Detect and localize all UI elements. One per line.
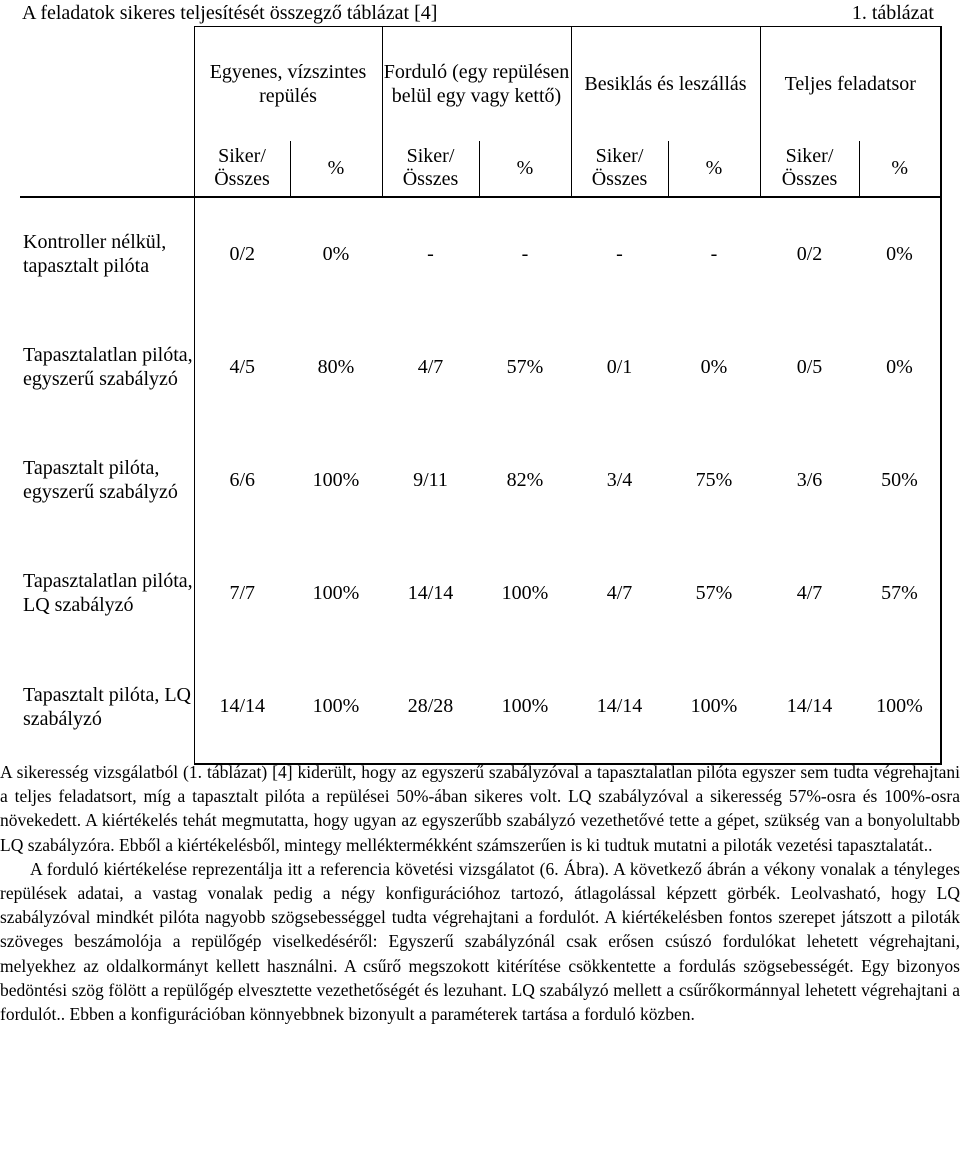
cell-1-7: 0% <box>859 311 941 424</box>
cell-2-1: 100% <box>312 468 360 491</box>
table-caption <box>0 0 960 26</box>
cell-4-3: 100% <box>479 650 571 764</box>
row-label-2: Tapasztalt pilóta, egyszerű szabályzó <box>23 457 178 503</box>
cell-1-3: 57% <box>506 355 544 378</box>
row-label-0: Kontroller nélkül, tapasztalt pilóta <box>23 231 167 277</box>
cell-2-4: 3/4 <box>606 468 633 491</box>
row-label-1: Tapasztalatlan pilóta, egyszerű szabályzó <box>23 344 193 390</box>
cell-4-1: 100% <box>290 650 382 764</box>
cell-3-3: 100% <box>501 581 549 604</box>
table-row <box>20 537 941 650</box>
header-sub-0: Siker/ Összes <box>194 141 290 197</box>
cell-2-7: 50% <box>859 424 941 537</box>
cell-3-6: 4/7 <box>796 581 823 604</box>
table-row <box>20 650 941 764</box>
cell-3-0: 7/7 <box>194 537 290 650</box>
header-sub-7: % <box>859 141 941 197</box>
cell-0-6: 0/2 <box>796 242 823 265</box>
cell-0-0: 0/2 <box>194 197 290 311</box>
cell-3-4: 4/7 <box>606 581 633 604</box>
cell-1-6: 0/5 <box>796 355 823 378</box>
cell-1-4: 0/1 <box>606 355 633 378</box>
cell-0-1: 0% <box>322 242 350 265</box>
cell-1-1: 80% <box>317 355 355 378</box>
header-sub-3: % <box>479 141 571 197</box>
cell-4-5: 100% <box>668 650 760 764</box>
row-label-4: Tapasztalt pilóta, LQ szabályzó <box>23 683 191 730</box>
row-label-3: Tapasztalatlan pilóta, LQ szabályzó <box>23 570 193 616</box>
paragraph-results: A sikeresség vizsgálatból (1. táblázat) [4] kiderült, hogy az egyszerű szabályzóval a tapasztalatlan pilóta egyszer sem tudta végrehajtani a teljes feladatsort, míg a tapasztalt pilóta a repülései 50%-ában sikeres volt. LQ szabályzóval a sikeresség 57%-osra és 100%-osra növekedett. A kiértékelés tehát megmutatta, hogy ugyan az egyszerűbb szabályzó vezethetővé tette a gépet, szükség van a bonyolultabb LQ szabályzóra. Ebből a kiértékelésből, mintegy melléktermékként számszerűen is ki tudtuk mutatni a piloták vezetési tapasztalatát.. <box>0 762 960 855</box>
cell-2-6: 3/6 <box>796 468 823 491</box>
table-row <box>20 424 941 537</box>
cell-4-0: 14/14 <box>194 650 290 764</box>
table-number: 1. táblázat <box>851 2 934 24</box>
cell-2-0: 6/6 <box>194 424 290 537</box>
cell-2-2: 9/11 <box>413 468 448 491</box>
results-table <box>20 26 942 765</box>
cell-0-5: - <box>710 242 718 265</box>
cell-4-2: 28/28 <box>382 650 479 764</box>
header-sub-4: Siker/ Összes <box>571 141 668 197</box>
paragraph-turn-evaluation: A forduló kiértékelése reprezentálja itt a referencia követési vizsgálatot (6. Ábra). A következő ábrán a vékony vonalak a tényleges repülések adatai, a vastag vonalak pedig a négy konfigurációhoz tartozó, átlagolással képzett görbék. Leolvasható, hogy LQ szabályzóval mindkét pilóta nagyobb szögsebességgel tudta végrehajtani a fordulót. A kiértékelésben fontos szerepet játszott a piloták szöveges beszámolója a repülőgép viselkedéséről: Egyszerű szabályzónál csak erősen csúszó fordulókat lehetett végrehajtani, melyekhez az oldalkormányt kellett használni. A csűrő megszokott kitérítése csökkentette a fordulás szögsebességét. Egy bizonyos bedöntési szög fölött a repülőgép elvesztette vezethetőségét és lezuhant. LQ szabályzó mellett a csűrőkormánnyal lehetett végrehajtani a fordulót.. Ebben a konfigurációban könnyebbnek bizonyult a paraméterek tartása a forduló közben. <box>0 858 960 1025</box>
cell-3-7: 57% <box>859 537 941 650</box>
cell-2-5: 75% <box>695 468 733 491</box>
header-sub-6: Siker/ Összes <box>760 141 859 197</box>
cell-1-2: 4/7 <box>417 355 444 378</box>
cell-0-3: - <box>521 242 529 265</box>
header-sub-5: % <box>668 141 760 197</box>
cell-3-2: 14/14 <box>407 581 454 604</box>
header-group-3: Teljes feladatsor <box>760 27 941 141</box>
header-group-2: Besiklás és leszállás <box>571 27 760 141</box>
cell-4-7: 100% <box>859 650 941 764</box>
table-row <box>20 311 941 424</box>
cell-2-3: 82% <box>506 468 544 491</box>
cell-1-5: 0% <box>700 355 728 378</box>
header-corner-cell <box>20 27 194 197</box>
cell-1-0: 4/5 <box>194 311 290 424</box>
cell-3-5: 57% <box>695 581 733 604</box>
header-group-0: Egyenes, vízszintes repülés <box>194 27 382 141</box>
cell-3-1: 100% <box>312 581 360 604</box>
table-title: A feladatok sikeres teljesítését összegző táblázat [4] <box>22 2 438 24</box>
header-group-row <box>20 27 941 141</box>
cell-0-2: - <box>427 242 434 265</box>
header-group-1: Forduló (egy repülésen belül egy vagy kettő) <box>382 27 571 141</box>
cell-4-6: 14/14 <box>760 650 859 764</box>
header-sub-2: Siker/ Összes <box>382 141 479 197</box>
cell-0-7: 0% <box>859 197 941 311</box>
table-row <box>20 197 941 311</box>
body-text <box>0 760 960 1026</box>
cell-4-4: 14/14 <box>571 650 668 764</box>
cell-0-4: - <box>616 242 623 265</box>
header-sub-1: % <box>290 141 382 197</box>
